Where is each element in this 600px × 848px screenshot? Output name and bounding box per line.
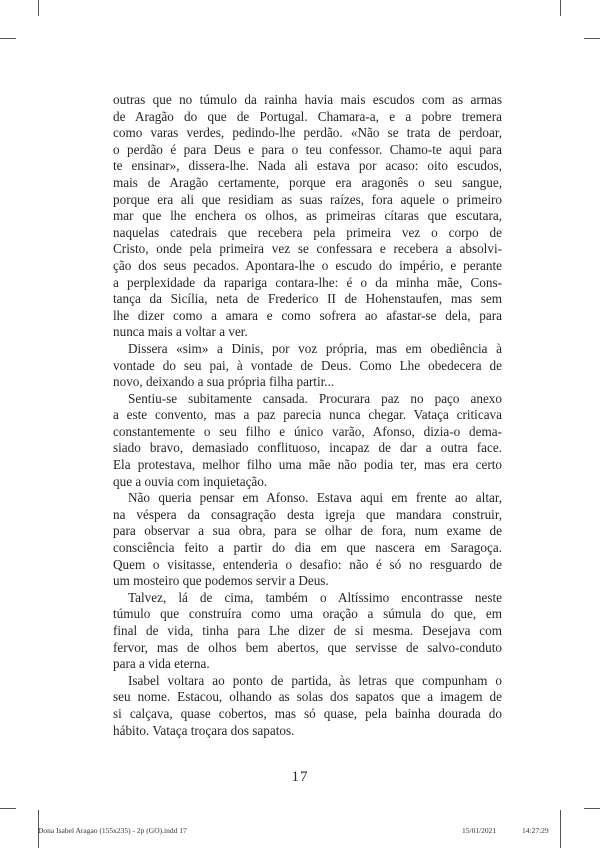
text-line: para a vida eterna. bbox=[113, 656, 210, 672]
text-line: que a ouvia com inquietação. bbox=[113, 473, 268, 489]
text-line: outras que no túmulo da rainha havia mais escudos com as armas bbox=[113, 92, 502, 107]
text-line: tança da Sicília, neta de Frederico II de Hohenstaufen, mas sem bbox=[113, 291, 502, 307]
text-line: túmulo que construíra como uma oração a súmula do que, em bbox=[113, 606, 502, 622]
crop-mark-bottom-right bbox=[560, 810, 561, 848]
text-line: constantemente o seu filho e único varão, Afonso, dizia-o dema- bbox=[113, 423, 502, 439]
text-line: nunca mais a voltar a ver. bbox=[113, 324, 248, 340]
text-line: Não queria pensar em Afonso. Estava aqui em frente ao altar, bbox=[128, 490, 502, 506]
text-line: o perdão é para Deus e para o teu confessor. Chamo-te aqui para bbox=[113, 141, 502, 157]
text-line: te ensinar», dissera-lhe. Nada ali estava por acaso: oito escudos, bbox=[113, 158, 502, 174]
text-line: como varas verdes, pedindo-lhe perdão. «Não se trata de perdoar, bbox=[113, 125, 502, 141]
text-line: seu nome. Estacou, olhando as solas dos sapatos que a imagem de bbox=[113, 689, 502, 705]
paragraph bbox=[113, 490, 502, 590]
text-line: para observar a sua obra, para se olhar de fora, num exame de bbox=[113, 523, 502, 539]
crop-mark-top-left-h bbox=[0, 38, 16, 39]
text-line: lhe dizer como a amara e como sofrera ao afastar-se dela, para bbox=[113, 307, 502, 323]
text-line: na véspera da consagração desta igreja que mandara construir, bbox=[113, 506, 502, 522]
text-line: Talvez, lá de cima, também o Altíssimo encontrasse neste bbox=[128, 589, 502, 605]
paragraph bbox=[113, 341, 502, 391]
text-line: fervor, mas de olhos bem abertos, que servisse de salvo-conduto bbox=[113, 639, 502, 655]
text-line: a perplexidade da rapariga contara-lhe: é o da minha mãe, Cons- bbox=[113, 274, 502, 290]
crop-mark-bottom-left-h bbox=[0, 808, 16, 809]
crop-mark-top-left bbox=[38, 0, 39, 16]
text-line: vontade do seu pai, à vontade de Deus. Como Lhe obedecera de bbox=[113, 357, 502, 373]
text-line: a este convento, mas a paz parecia nunca chegar. Vataça criticava bbox=[113, 407, 502, 423]
text-line: Isabel voltara ao ponto de partida, às letras que compunham o bbox=[128, 672, 502, 688]
text-line: ção dos seus pecados. Apontara-lhe o escudo do império, e perante bbox=[113, 257, 502, 273]
text-line: mais de Aragão certamente, porque era aragonês o seu sangue, bbox=[113, 174, 502, 190]
slug-date: 15/01/2021 bbox=[462, 826, 497, 835]
text-line: final de vida, tinha para Lhe dizer de si mesma. Desejava com bbox=[113, 623, 502, 638]
text-line: consciência feito a partir do dia em que nascera em Saragoça. bbox=[113, 540, 502, 556]
text-line: Ela protestava, melhor filho uma mãe não podia ter, mas era certo bbox=[113, 457, 502, 473]
slug-time: 14:27:29 bbox=[522, 826, 549, 835]
text-line: si calçava, quase cobertos, mas só quase, pela bainha dourada do bbox=[113, 705, 502, 721]
page-body-text bbox=[113, 92, 502, 739]
text-line: novo, deixando a sua própria filha partir... bbox=[113, 374, 335, 390]
text-line: hábito. Vataça troçara dos sapatos. bbox=[113, 722, 295, 738]
text-line: siado bravo, demasiado conflituoso, incapaz de dar a outra face. bbox=[113, 440, 502, 456]
text-line: de Aragão do que de Portugal. Chamara-a, e a pobre tremera bbox=[113, 108, 502, 124]
text-line: Dissera «sim» a Dinis, por voz própria, mas em obediência à bbox=[128, 340, 502, 356]
crop-mark-bottom-right-h bbox=[584, 808, 600, 809]
paragraph bbox=[113, 391, 502, 491]
crop-mark-top-right-h bbox=[584, 38, 600, 39]
paragraph bbox=[113, 590, 502, 673]
slug-file-name: Dona Isabel Aragao (155x235) - 2p (GO).indd 17 bbox=[38, 826, 187, 835]
text-line: um mosteiro que podemos servir a Deus. bbox=[113, 573, 329, 589]
text-line: Cristo, onde pela primeira vez se confessara e recebera a absolvi- bbox=[113, 241, 502, 257]
text-line: Quem o visitasse, entenderia o desafio: não é só no resguardo de bbox=[113, 556, 502, 572]
crop-mark-top-right bbox=[560, 0, 561, 16]
text-line: Sentiu-se subitamente cansada. Procurara paz no paço anexo bbox=[128, 390, 502, 406]
paragraph bbox=[113, 673, 502, 739]
text-line: mar que lhe enchera os olhos, as primeiras cítaras que escutara, bbox=[113, 208, 502, 224]
text-line: porque era ali que residiam as suas raízes, fora aquele o primeiro bbox=[113, 191, 502, 207]
paragraph bbox=[113, 92, 502, 341]
page-number: 17 bbox=[291, 769, 309, 785]
text-line: naquelas catedrais que recebera pela primeira vez o corpo de bbox=[113, 224, 502, 240]
